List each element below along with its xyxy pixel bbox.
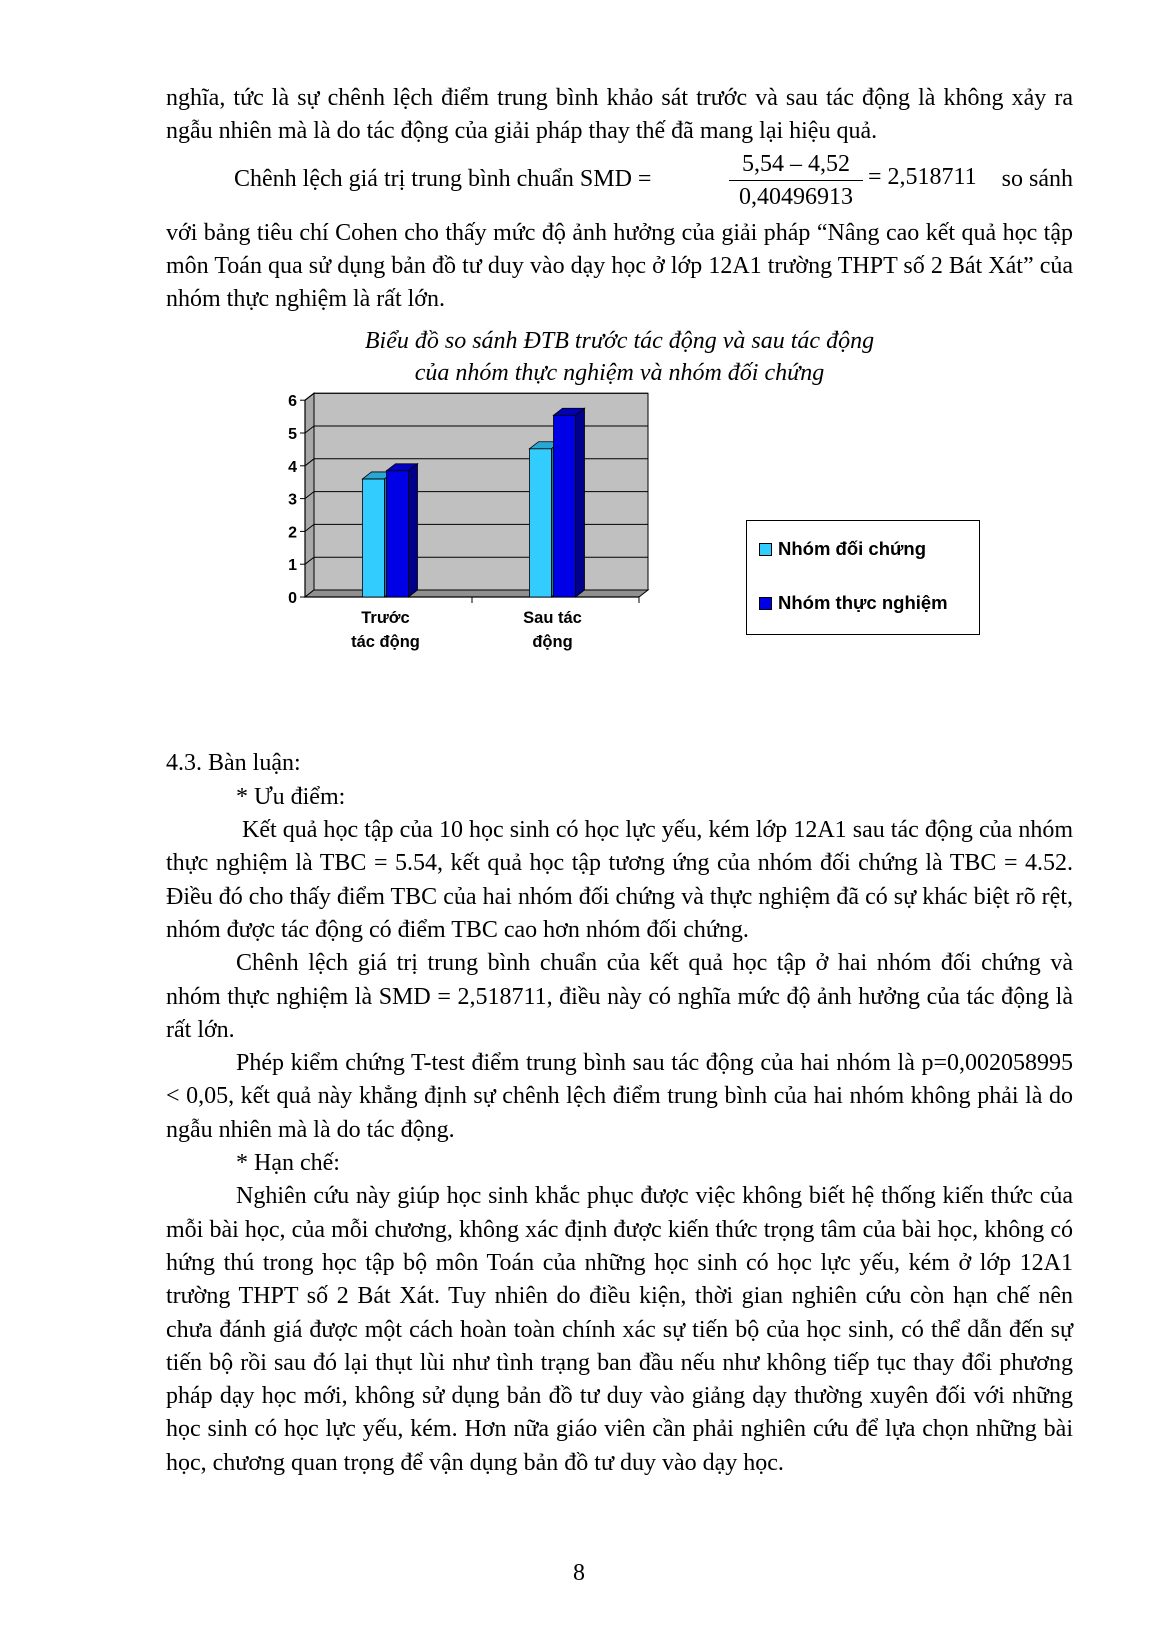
legend-item-control	[759, 538, 926, 560]
smd-fraction	[729, 149, 863, 213]
page-number: 8	[573, 1560, 585, 1586]
smd-suffix: so sánh	[1001, 165, 1073, 192]
y-tick-label-2: 2	[288, 524, 297, 542]
legend-swatch-experimental	[759, 597, 772, 610]
y-tick-label-4: 4	[288, 459, 297, 477]
heading-discussion: 4.3. Bàn luận:	[166, 750, 301, 777]
smd-label: Chênh lệch giá trị trung bình chuẩn SMD =	[234, 165, 652, 192]
bar-0-1-front	[387, 471, 409, 597]
bar-1-0-front	[530, 449, 552, 597]
smd-denominator: 0,40496913	[739, 183, 853, 210]
smd-formula	[166, 149, 1073, 217]
chart-floor	[305, 590, 648, 597]
y-tick-label-6: 6	[288, 393, 297, 411]
chart-caption-line1: Biểu đồ so sánh ĐTB trước tác động và sau tác động	[364, 328, 875, 355]
legend-label-control: Nhóm đối chứng	[778, 538, 927, 560]
bar-0-0-front	[363, 479, 385, 597]
paragraph-intro: nghĩa, tức là sự chênh lệch điểm trung bình khảo sát trước và sau tác động là không xảy ra ngẫu nhiên mà là do tác động của giải pháp thay thế đã mang lại hiệu quả.	[166, 85, 1073, 145]
y-tick-label-5: 5	[288, 426, 297, 444]
chart-caption-line2: của nhóm thực nghiệm và nhóm đối chứng	[414, 360, 825, 387]
document-page	[166, 82, 1073, 1480]
bar-1-1-side	[576, 409, 585, 598]
chart-caption	[166, 325, 1073, 389]
x-category-label-0-0: Trước	[361, 609, 410, 628]
paragraph-advantages-2: Chênh lệch giá trị trung bình chuẩn của kết quả học tập ở hai nhóm đối chứng và nhóm thực nghiệm là SMD = 2,518711, điều này có nghĩa mức độ ảnh hưởng của tác động là rất lớn.	[166, 950, 1073, 1043]
smd-result: = 2,518711	[868, 163, 977, 190]
heading-limitations: * Hạn chế:	[236, 1150, 340, 1177]
x-category-label-1-0: Sau tác	[523, 609, 582, 628]
paragraph-cohen: với bảng tiêu chí Cohen cho thấy mức độ ảnh hưởng của giải pháp “Nâng cao kết quả học tập môn Toán qua sử dụng bản đồ tư duy vào dạy học ở lớp 12A1 trường THPT số 2 Bát Xát” của nhóm thực nghiệm là rất lớn.	[166, 219, 1073, 313]
legend-item-experimental	[759, 592, 948, 614]
legend-label-experimental: Nhóm thực nghiệm	[778, 592, 948, 614]
paragraph-limitations: Nghiên cứu này giúp học sinh khắc phục được việc không biết hệ thống kiến thức của mỗi bài học, của mỗi chương, không xác định được kiến thức trọng tâm của bài học, không có hứng thú trong học tập bộ môn Toán của những học sinh có học lực yếu, kém ở lớp 12A1 trường THPT số 2 Bát Xát. Tuy nhiên do điều kiện, thời gian nghiên cứu còn hạn chế nên chưa đánh giá được một cách hoàn toàn chính xác sự tiến bộ của học sinh, có thể dẫn đến sự tiến bộ rồi sau đó lại thụt lùi như tình trạng ban đầu nếu như không tiếp tục thay đổi phương pháp dạy học mới, không sử dụng bản đồ tư duy vào giảng dạy thường xuyên đối với những học sinh có học lực yếu, kém. Hơn nữa giáo viên cần phải nghiên cứu để lựa chọn những bài học, chương quan trọng để vận dụng bản đồ tư duy vào dạy học.	[166, 1183, 1073, 1476]
y-tick-label-1: 1	[288, 557, 297, 575]
paragraph-advantages-3: Phép kiểm chứng T-test điểm trung bình sau tác động của hai nhóm là p=0,002058995 < 0,05, kết quả này khẳng định sự chênh lệch điểm trung bình của hai nhóm không phải là do ngẫu nhiên mà là do tác động.	[166, 1050, 1073, 1143]
y-tick-label-3: 3	[288, 492, 297, 510]
bar-1-1-front	[554, 416, 576, 598]
legend-swatch-control	[759, 543, 772, 556]
chart-legend	[746, 520, 980, 635]
bar-0-1-side	[409, 464, 418, 597]
bar-chart	[166, 389, 1073, 747]
heading-advantages: * Ưu điểm:	[236, 783, 346, 810]
paragraph-advantages-1: Kết quả học tập của 10 học sinh có học lực yếu, kém lớp 12A1 sau tác động của nhóm thực nghiệm là TBC = 5.54, kết quả học tập tương ứng của nhóm đối chứng là TBC = 4.52. Điều đó cho thấy điểm TBC của hai nhóm đối chứng và thực nghiệm đã có sự khác biệt rõ rệt, nhóm được tác động có điểm TBC cao hơn nhóm đối chứng.	[166, 817, 1073, 943]
x-category-label-0-1: tác động	[351, 633, 420, 652]
x-category-label-1-1: động	[532, 633, 573, 652]
smd-numerator: 5,54 – 4,52	[729, 149, 863, 181]
y-tick-label-0: 0	[288, 590, 297, 608]
